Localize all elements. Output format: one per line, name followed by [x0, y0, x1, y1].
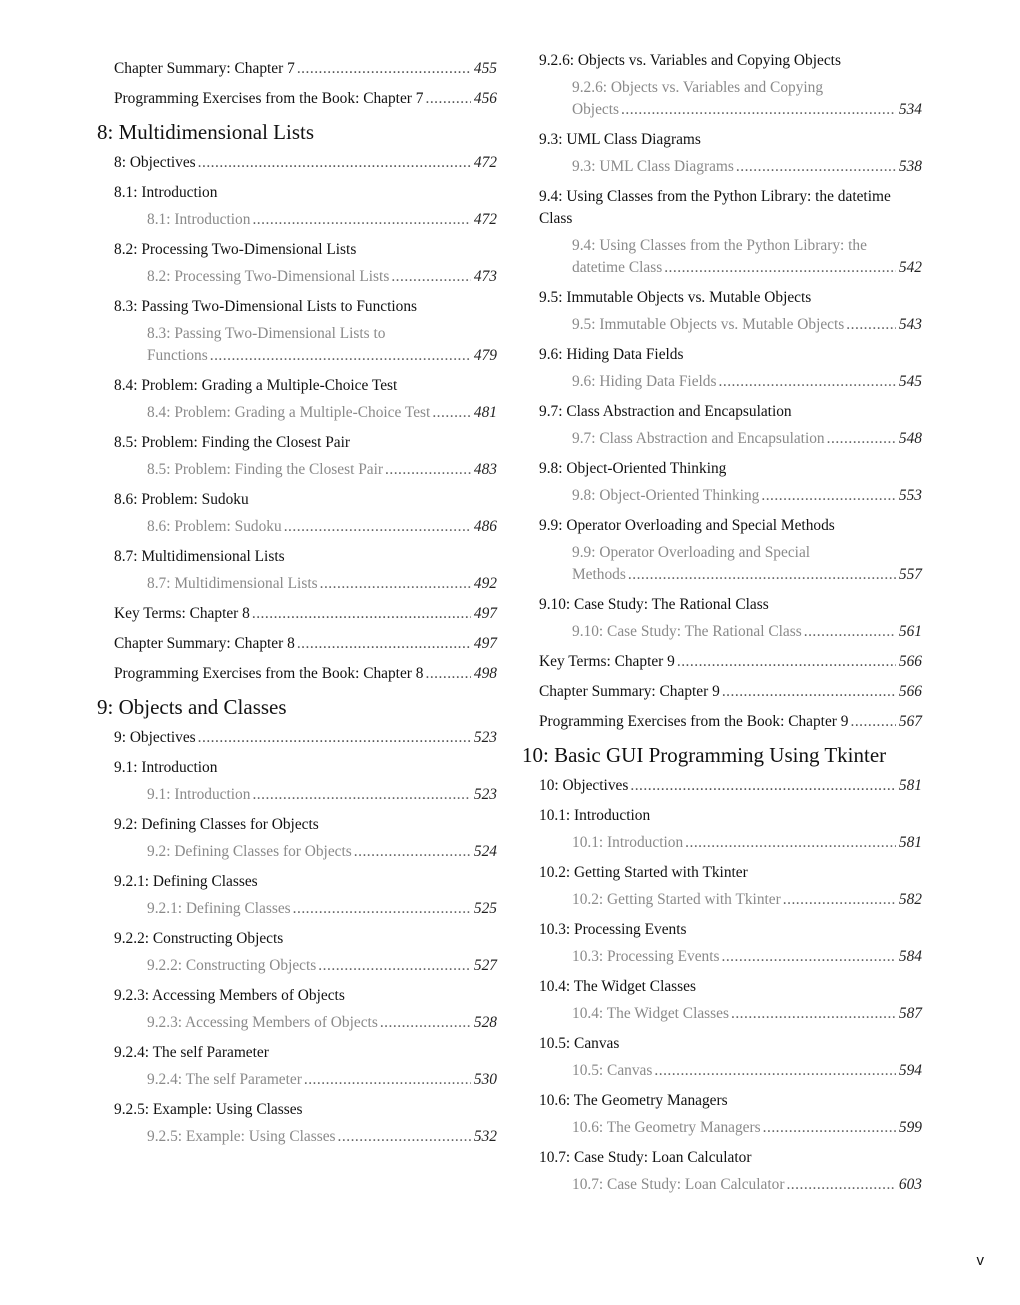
entry-title: Chapter Summary: Chapter 8 [114, 635, 295, 653]
page-ref: 498 [473, 665, 497, 683]
chapter-title[interactable]: 10: Basic GUI Programming Using Tkinter [522, 743, 887, 767]
toc-subentry[interactable] [522, 314, 922, 336]
toc-subentry[interactable] [522, 832, 922, 854]
entry-title: 9.5: Immutable Objects vs. Mutable Objects [572, 316, 845, 333]
toc-right-column [522, 50, 922, 1204]
page-ref: 486 [473, 518, 497, 536]
leader-dots [846, 314, 896, 336]
page-ref: 538 [898, 158, 922, 175]
leader-dots [297, 58, 471, 80]
toc-subentry[interactable] [97, 402, 497, 424]
page-ref: 543 [898, 316, 922, 333]
toc-subentry[interactable] [97, 323, 497, 367]
entry-title: Key Terms: Chapter 8 [114, 605, 250, 623]
page-ref: 492 [473, 575, 497, 593]
toc-subentry[interactable] [97, 459, 497, 481]
leader-dots [664, 257, 896, 279]
page-ref: 527 [473, 957, 497, 975]
entry-title: 9.2.5: Example: Using Classes [147, 1128, 336, 1146]
page-ref: 524 [473, 843, 497, 861]
page-ref: 587 [898, 1005, 922, 1023]
leader-dots [391, 266, 471, 288]
leader-dots [432, 402, 471, 424]
page-ref: 566 [898, 683, 922, 700]
entry-title: 9.2.1: Defining Classes [147, 900, 291, 918]
leader-dots [731, 1003, 896, 1025]
section-heading-line2: Class [539, 210, 573, 227]
leader-dots [252, 784, 470, 806]
page-ref: 497 [473, 635, 497, 653]
section-heading[interactable]: 9.5: Immutable Objects vs. Mutable Objects [539, 289, 812, 306]
page-ref: 581 [898, 834, 922, 852]
toc-subentry[interactable] [97, 266, 497, 288]
toc-subentry[interactable] [522, 235, 922, 279]
page-ref: 479 [473, 347, 497, 365]
entry-title-line2: datetime Class [572, 259, 663, 276]
entry-title: 9.6: Hiding Data Fields [572, 373, 717, 390]
section-heading[interactable]: 10.6: The Geometry Managers [539, 1092, 728, 1110]
entry-title: 8.2: Processing Two-Dimensional Lists [147, 268, 390, 286]
leader-dots [198, 152, 471, 174]
page-ref: 542 [898, 259, 922, 276]
toc-entry[interactable] [97, 152, 497, 174]
leader-dots [284, 516, 471, 538]
leader-dots [338, 1126, 471, 1148]
entry-title: Programming Exercises from the Book: Chapter 9 [539, 713, 849, 730]
toc-subentry[interactable] [522, 1117, 922, 1139]
toc-subentry[interactable] [97, 516, 497, 538]
leader-dots [318, 955, 471, 977]
toc-left-column [97, 50, 497, 1156]
page-ref: 582 [898, 891, 922, 909]
toc-entry[interactable] [522, 651, 922, 673]
toc-subentry[interactable] [522, 621, 922, 643]
toc-subentry[interactable] [522, 77, 922, 121]
entry-title: 9.1: Introduction [147, 786, 251, 804]
page-ref: 472 [473, 211, 497, 229]
entry-title: Programming Exercises from the Book: Chapter 7 [114, 90, 424, 107]
leader-dots [722, 681, 896, 703]
entry-title: 9.2: Defining Classes for Objects [147, 843, 352, 861]
section-heading[interactable]: 10.1: Introduction [539, 807, 651, 825]
page-ref: 456 [473, 90, 497, 107]
entry-title-line2: Objects [572, 101, 620, 118]
leader-dots [628, 564, 896, 586]
leader-dots [736, 156, 896, 178]
leader-dots [763, 1117, 896, 1139]
entry-title: 8.7: Multidimensional Lists [147, 575, 318, 593]
entry-title: 8.5: Problem: Finding the Closest Pair [147, 461, 383, 479]
leader-dots [804, 621, 896, 643]
entry-title-line2: Methods [572, 566, 626, 583]
section-heading[interactable]: 8.7: Multidimensional Lists [114, 548, 285, 566]
entry-title: 10.6: The Geometry Managers [572, 1119, 761, 1137]
toc-subentry[interactable] [522, 889, 922, 911]
entry-title-line2: Functions [147, 347, 208, 365]
entry-title: Key Terms: Chapter 9 [539, 653, 675, 670]
section-heading-line1: 9.4: Using Classes from the Python Library: the datetime [539, 188, 891, 205]
toc-entry[interactable] [522, 775, 922, 797]
toc-subentry[interactable] [97, 898, 497, 920]
entry-title: 10.3: Processing Events [572, 948, 720, 966]
page-ref: 603 [898, 1176, 922, 1194]
toc-subentry[interactable] [97, 784, 497, 806]
page-ref: 548 [898, 430, 922, 447]
leader-dots [630, 775, 896, 797]
entry-title: Chapter Summary: Chapter 9 [539, 683, 720, 700]
entry-title-line1: 8.3: Passing Two-Dimensional Lists to [147, 325, 386, 343]
section-heading[interactable]: 10.4: The Widget Classes [539, 978, 696, 996]
section-heading[interactable]: 10.5: Canvas [539, 1035, 620, 1053]
toc-entry[interactable] [97, 603, 497, 625]
page-ref: 525 [473, 900, 497, 918]
entry-title: 8.4: Problem: Grading a Multiple-Choice Test [147, 404, 431, 422]
page-ref: 497 [473, 605, 497, 623]
toc-subentry[interactable] [522, 485, 922, 507]
page-ref: 553 [898, 487, 922, 504]
entry-title: 9.2.4: The self Parameter [147, 1071, 302, 1089]
entry-title: 9.2.3: Accessing Members of Objects [147, 1014, 378, 1032]
leader-dots [320, 573, 471, 595]
entry-title: Chapter Summary: Chapter 7 [114, 60, 295, 77]
leader-dots [685, 832, 896, 854]
entry-title-line1: 9.4: Using Classes from the Python Library: the [572, 237, 867, 254]
entry-title: 8.6: Problem: Sudoku [147, 518, 282, 536]
toc-entry[interactable] [97, 727, 497, 749]
section-heading[interactable]: 9.6: Hiding Data Fields [539, 346, 684, 363]
entry-title: 9.3: UML Class Diagrams [572, 158, 734, 175]
entry-title: Programming Exercises from the Book: Chapter 8 [114, 665, 424, 683]
section-heading[interactable]: 9.3: UML Class Diagrams [539, 131, 701, 148]
section-heading[interactable]: 9.2.3: Accessing Members of Objects [114, 987, 345, 1005]
toc-entry[interactable] [97, 58, 497, 80]
page-ref: 523 [473, 729, 497, 747]
toc-subentry[interactable] [97, 1012, 497, 1034]
section-heading[interactable]: 8.2: Processing Two-Dimensional Lists [114, 241, 357, 259]
leader-dots [198, 727, 471, 749]
page-ref: 532 [473, 1128, 497, 1146]
entry-title: 8.1: Introduction [147, 211, 251, 229]
page-ref: 483 [473, 461, 497, 479]
entry-title: 10: Objectives [539, 777, 629, 795]
leader-dots [654, 1060, 896, 1082]
section-heading[interactable]: 9.2: Defining Classes for Objects [114, 816, 319, 834]
leader-dots [761, 485, 896, 507]
page-ref: 528 [473, 1014, 497, 1032]
entry-title: 9.10: Case Study: The Rational Class [572, 623, 802, 640]
section-heading[interactable]: 9.10: Case Study: The Rational Class [539, 596, 769, 613]
page-ref: 473 [473, 268, 497, 286]
section-heading[interactable]: 9.9: Operator Overloading and Special Methods [539, 517, 835, 534]
toc-entry[interactable] [97, 633, 497, 655]
page-ref: 557 [898, 566, 922, 583]
leader-dots [827, 428, 896, 450]
toc-subentry[interactable] [522, 1174, 922, 1196]
toc-subentry[interactable] [97, 955, 497, 977]
entry-title: 10.5: Canvas [572, 1062, 653, 1080]
entry-title: 8: Objectives [114, 154, 196, 172]
leader-dots [380, 1012, 471, 1034]
toc-subentry[interactable] [522, 428, 922, 450]
page-ref: 481 [473, 404, 497, 422]
page-ref: 594 [898, 1062, 922, 1080]
page-ref: 567 [898, 713, 922, 730]
page-ref: 530 [473, 1071, 497, 1089]
leader-dots [677, 651, 896, 673]
section-heading[interactable]: 9.8: Object-Oriented Thinking [539, 460, 727, 477]
entry-title: 9.7: Class Abstraction and Encapsulation [572, 430, 825, 447]
leader-dots [252, 603, 471, 625]
entry-title: 10.4: The Widget Classes [572, 1005, 729, 1023]
entry-title: 9.2.2: Constructing Objects [147, 957, 317, 975]
leader-dots [783, 889, 896, 911]
leader-dots [354, 841, 471, 863]
page-ref: 545 [898, 373, 922, 390]
leader-dots [385, 459, 471, 481]
page-ref: 523 [473, 786, 497, 804]
section-heading[interactable]: 9.2.6: Objects vs. Variables and Copying Objects [539, 52, 841, 69]
page-number: v [976, 1252, 984, 1269]
section-heading[interactable]: 10.7: Case Study: Loan Calculator [539, 1149, 752, 1167]
page-ref: 472 [473, 154, 497, 172]
toc-subentry[interactable] [97, 1069, 497, 1091]
page-ref: 581 [898, 777, 922, 795]
section-heading[interactable]: 8.5: Problem: Finding the Closest Pair [114, 434, 350, 452]
toc-entry[interactable] [522, 711, 922, 733]
section-heading[interactable]: 8.3: Passing Two-Dimensional Lists to Functions [114, 298, 418, 316]
entry-title: 9: Objectives [114, 729, 196, 747]
chapter-title[interactable]: 8: Multidimensional Lists [97, 120, 315, 144]
section-heading[interactable]: 9.2.2: Constructing Objects [114, 930, 284, 948]
leader-dots [293, 898, 471, 920]
page-ref: 584 [898, 948, 922, 966]
page-ref: 455 [473, 60, 497, 77]
entry-title: 10.2: Getting Started with Tkinter [572, 891, 781, 909]
section-heading[interactable]: 8.1: Introduction [114, 184, 218, 202]
page-ref: 599 [898, 1119, 922, 1137]
toc-entry[interactable] [97, 663, 497, 685]
toc-subentry[interactable] [522, 946, 922, 968]
page-ref: 561 [898, 623, 922, 640]
chapter-title[interactable]: 9: Objects and Classes [97, 695, 287, 720]
section-heading[interactable]: 10.3: Processing Events [539, 921, 687, 939]
section-heading[interactable]: 9.7: Class Abstraction and Encapsulation [539, 403, 792, 420]
leader-dots [425, 88, 470, 110]
section-heading[interactable]: 8.4: Problem: Grading a Multiple-Choice Test [114, 377, 398, 395]
leader-dots [786, 1174, 895, 1196]
leader-dots [721, 946, 895, 968]
toc-entry[interactable] [522, 681, 922, 703]
leader-dots [425, 663, 470, 685]
toc-subentry[interactable] [522, 156, 922, 178]
leader-dots [719, 371, 896, 393]
toc-entry[interactable] [97, 88, 497, 110]
leader-dots [210, 345, 471, 367]
page-ref: 566 [898, 653, 922, 670]
toc-subentry[interactable] [97, 1126, 497, 1148]
entry-title: 9.8: Object-Oriented Thinking [572, 487, 760, 504]
entry-title-line1: 9.2.6: Objects vs. Variables and Copying [572, 79, 824, 96]
section-heading[interactable]: 8.6: Problem: Sudoku [114, 491, 249, 509]
entry-title: 10.1: Introduction [572, 834, 684, 852]
leader-dots [304, 1069, 471, 1091]
toc-subentry[interactable] [522, 371, 922, 393]
toc-subentry[interactable] [522, 1003, 922, 1025]
toc-subentry[interactable] [97, 573, 497, 595]
section-heading[interactable]: 9.2.1: Defining Classes [114, 873, 258, 891]
leader-dots [297, 633, 471, 655]
leader-dots [850, 711, 895, 733]
toc-subentry[interactable] [522, 1060, 922, 1082]
toc-subentry[interactable] [97, 209, 497, 231]
page-ref: 534 [898, 101, 922, 118]
section-heading[interactable] [522, 186, 922, 230]
section-heading[interactable]: 9.2.4: The self Parameter [114, 1044, 269, 1062]
leader-dots [252, 209, 470, 231]
section-heading[interactable]: 9.1: Introduction [114, 759, 218, 777]
entry-title: 10.7: Case Study: Loan Calculator [572, 1176, 785, 1194]
toc-subentry[interactable] [522, 542, 922, 586]
leader-dots [621, 99, 896, 121]
entry-title-line1: 9.9: Operator Overloading and Special [572, 544, 811, 561]
section-heading[interactable]: 10.2: Getting Started with Tkinter [539, 864, 748, 882]
toc-subentry[interactable] [97, 841, 497, 863]
section-heading[interactable]: 9.2.5: Example: Using Classes [114, 1101, 303, 1119]
